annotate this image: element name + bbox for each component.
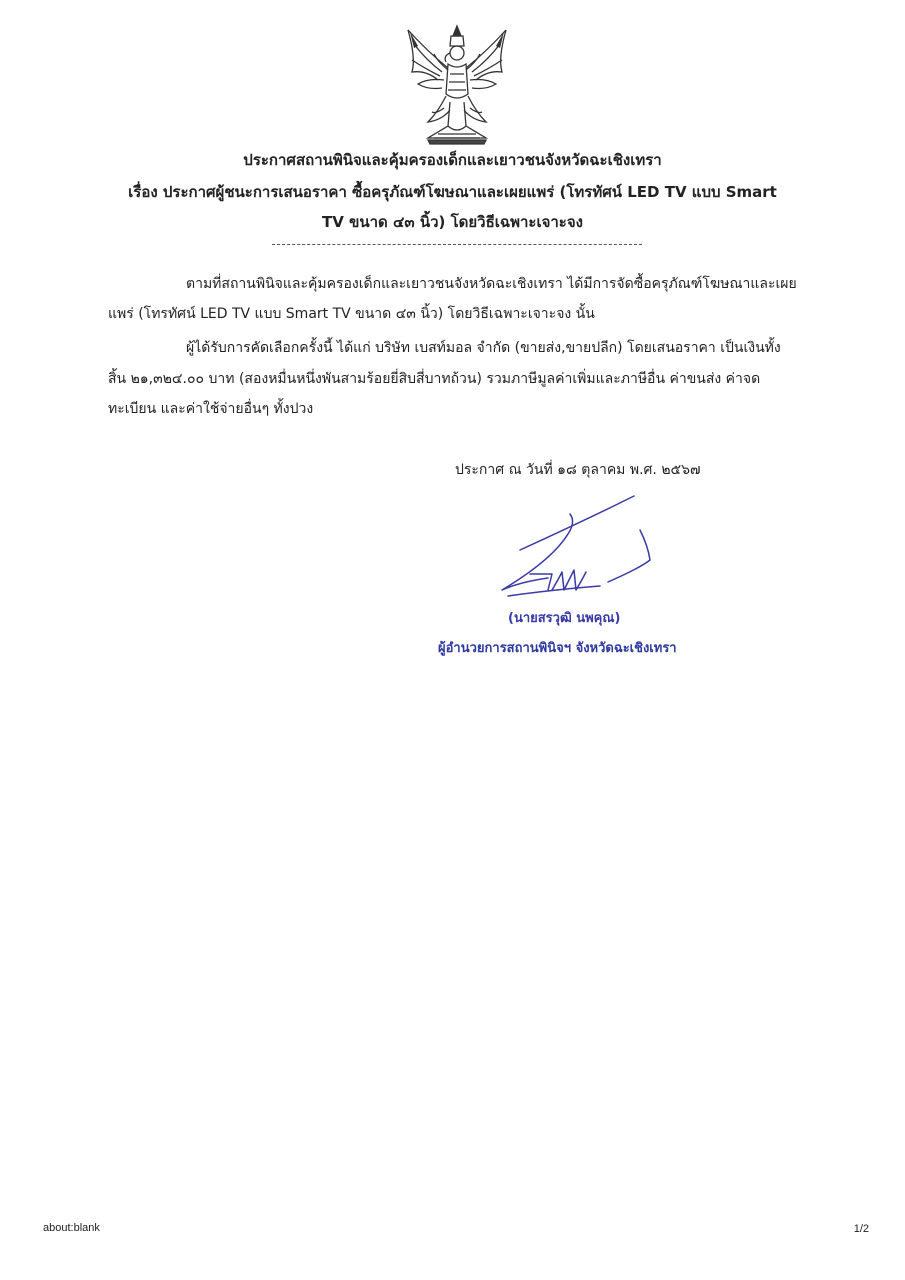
paragraph-2-line-2: สิ้น ๒๑,๓๒๔.๐๐ บาท (สองหมื่นหนึ่งพันสามร้อยยี่สิบสี่บาทถ้วน) รวมภาษีมูลค่าเพิ่มและภาษีอื่น ค่าขนส่ง ค่าจด [108, 371, 761, 387]
signer-title: ผู้อำนวยการสถานพินิจฯ จังหวัดฉะเชิงเทรา [438, 641, 677, 656]
dashed-separator [272, 244, 642, 245]
announcement-date: ประกาศ ณ วันที่ ๑๘ ตุลาคม พ.ศ. ๒๕๖๗ [455, 462, 701, 478]
paragraph-2-line-3: ทะเบียน และค่าใช้จ่ายอื่นๆ ทั้งปวง [108, 401, 314, 417]
subject-line: เรื่อง ประกาศผู้ชนะการเสนอราคา ซื้อครุภัณฑ์โฆษณาและเผยแพร่ (โทรทัศน์ LED TV แบบ Smart [128, 183, 777, 201]
footer-url: about:blank [43, 1222, 100, 1234]
paragraph-1-line-1: ตามที่สถานพินิจและคุ้มครองเด็กและเยาวชนจังหวัดฉะเชิงเทรา ได้มีการจัดซื้อครุภัณฑ์โฆษณาและเผย [186, 276, 797, 292]
paragraph-1-line-2: แพร่ (โทรทัศน์ LED TV แบบ Smart TV ขนาด ๔๓ นิ้ว) โดยวิธีเฉพาะเจาะจง นั้น [108, 306, 595, 322]
handwritten-signature [490, 490, 670, 608]
subject-line-continued: TV ขนาด ๔๓ นิ้ว) โดยวิธีเฉพาะเจาะจง [322, 213, 583, 231]
announcement-heading: ประกาศสถานพินิจและคุ้มครองเด็กและเยาวชนจังหวัดฉะเชิงเทรา [243, 151, 662, 169]
signer-name: (นายสรวุฒิ นพคุณ) [508, 611, 621, 626]
paragraph-2-line-1: ผู้ได้รับการคัดเลือกครั้งนี้ ได้แก่ บริษัท เบสท์มอล จำกัด (ขายส่ง,ขายปลีก) โดยเสนอราคา เป็นเงินทั้ง [186, 340, 781, 356]
garuda-emblem [398, 22, 516, 146]
page-number: 1/2 [853, 1223, 869, 1235]
